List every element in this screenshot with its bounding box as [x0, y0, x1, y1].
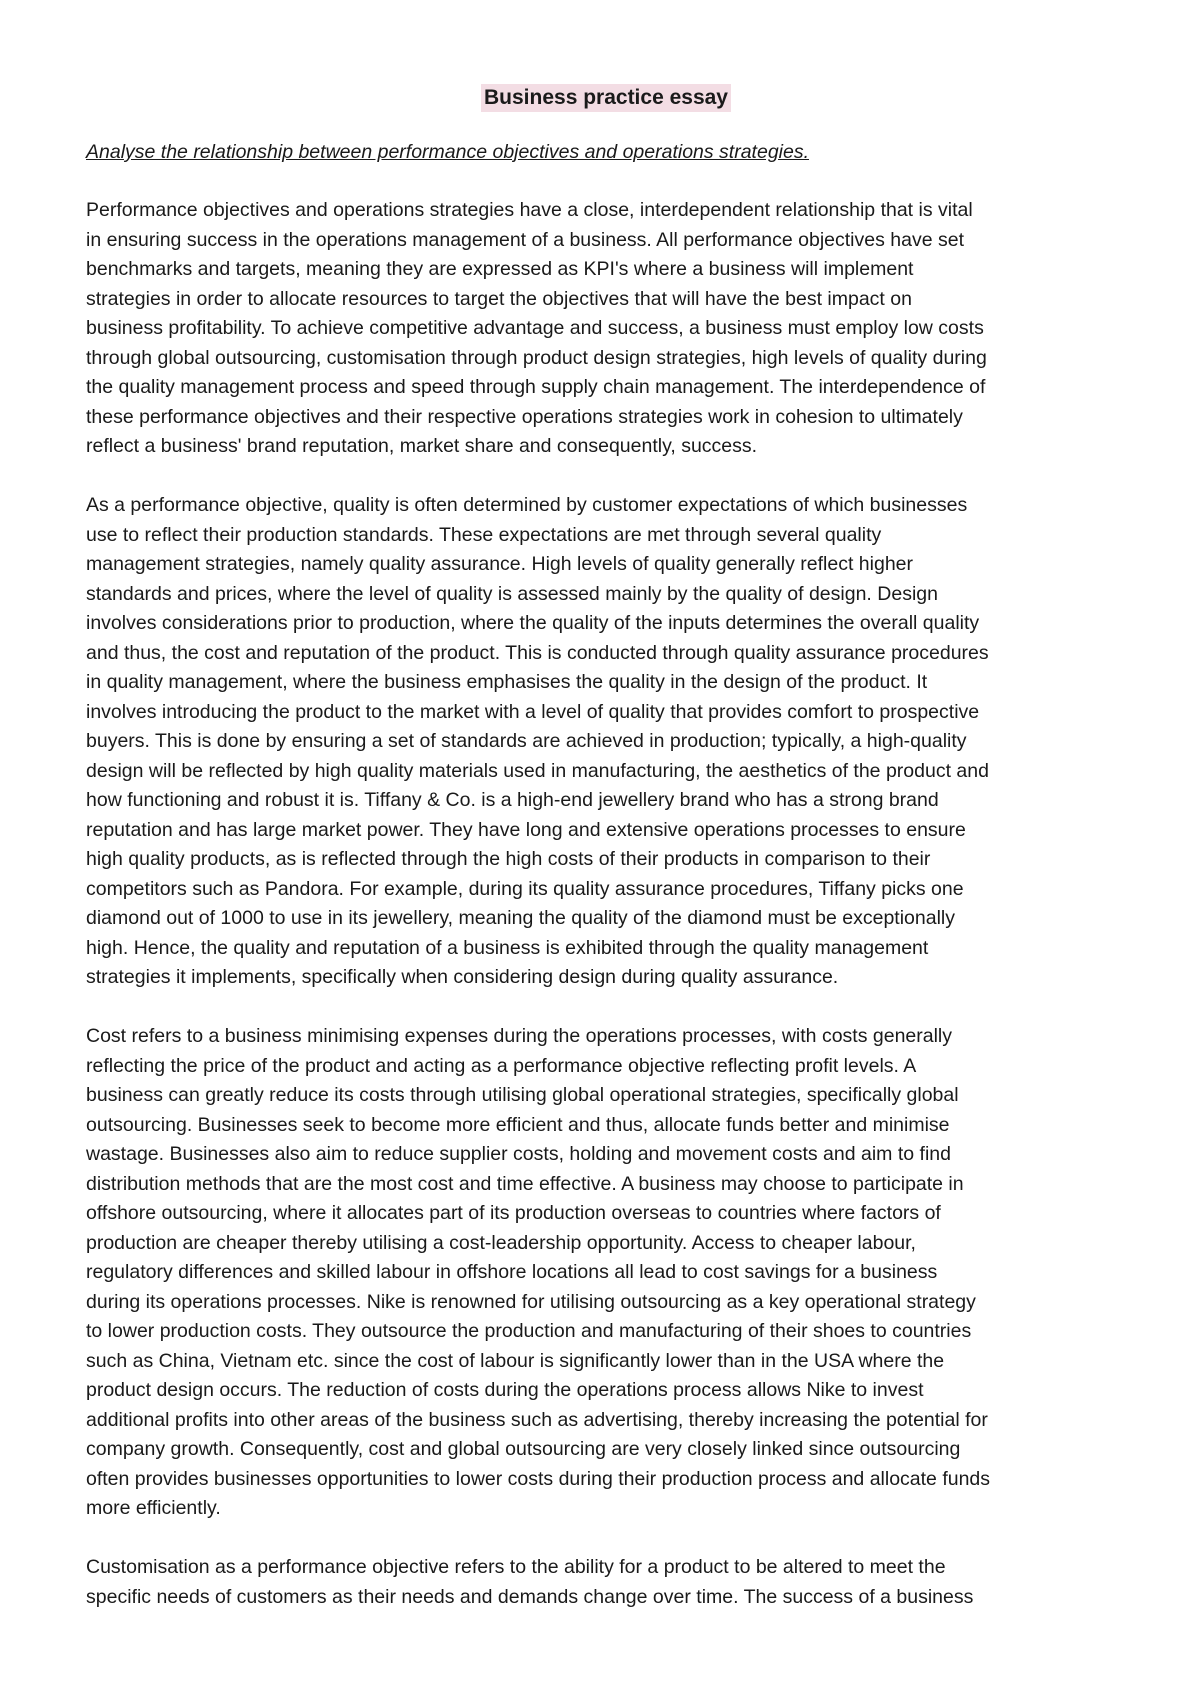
paragraph-line: specific needs of customers as their needs and demands change over time. The success of a business — [86, 1585, 974, 1608]
paragraph-line: such as China, Vietnam etc. since the cost of labour is significantly lower than in the USA where the — [86, 1349, 945, 1372]
paragraph-line: in ensuring success in the operations management of a business. All performance objectives have set — [86, 228, 964, 251]
essay-body — [86, 196, 1126, 1612]
paragraph-line: business profitability. To achieve competitive advantage and success, a business must employ low costs — [86, 317, 984, 339]
paragraph-line: and thus, the cost and reputation of the product. This is conducted through quality assurance procedures — [86, 641, 989, 664]
paragraph-line: these performance objectives and their respective operations strategies work in cohesion to ultimately — [86, 405, 963, 428]
paragraph-line: production are cheaper thereby utilising a cost-leadership opportunity. Access to cheaper labour, — [86, 1231, 916, 1254]
paragraph-line: Customisation as a performance objective refers to the ability for a product to be altered to meet the — [86, 1556, 946, 1578]
paragraph-line: strategies in order to allocate resources to target the objectives that will have the best impact on — [86, 287, 912, 310]
paragraph-line: to lower production costs. They outsource the production and manufacturing of their shoes to countries — [86, 1320, 972, 1342]
paragraph-line: As a performance objective, quality is often determined by customer expectations of which businesses — [86, 494, 968, 516]
paragraph-line: reflect a business' brand reputation, market share and consequently, success. — [86, 435, 758, 457]
paragraph — [86, 1022, 1126, 1524]
paragraph — [86, 1553, 1126, 1612]
paragraph-line: involves introducing the product to the market with a level of quality that provides comfort to prospective — [86, 700, 980, 723]
paragraph-line: reputation and has large market power. They have long and extensive operations processes to ensure — [86, 818, 966, 841]
paragraph-line: use to reflect their production standards. These expectations are met through several quality — [86, 523, 882, 546]
paragraph-line: offshore outsourcing, where it allocates part of its production overseas to countries where factors of — [86, 1202, 941, 1224]
paragraph-line: design will be reflected by high quality materials used in manufacturing, the aesthetics of the product and — [86, 759, 989, 782]
paragraph-line: reflecting the price of the product and acting as a performance objective reflecting profit levels. A — [86, 1054, 917, 1077]
paragraph-line: buyers. This is done by ensuring a set of standards are achieved in production; typically, a high-quality — [86, 730, 967, 752]
paragraph-line: high. Hence, the quality and reputation of a business is exhibited through the quality management — [86, 936, 929, 959]
paragraph-line: benchmarks and targets, meaning they are expressed as KPI's where a business will implement — [86, 258, 914, 280]
paragraph-line: high quality products, as is reflected through the high costs of their products in comparison to their — [86, 848, 931, 870]
paragraph-line: through global outsourcing, customisation through product design strategies, high levels of quality during — [86, 346, 987, 369]
essay-page — [86, 84, 1126, 1642]
paragraph-line: more efficiently. — [86, 1497, 221, 1519]
paragraph-line: how functioning and robust it is. Tiffany & Co. is a high-end jewellery brand who has a strong brand — [86, 789, 939, 811]
paragraph-line: diamond out of 1000 to use in its jewellery, meaning the quality of the diamond must be exceptionally — [86, 907, 955, 929]
paragraph-line: distribution methods that are the most cost and time effective. A business may choose to participate in — [86, 1172, 964, 1195]
paragraph — [86, 196, 1126, 462]
paragraph-line: often provides businesses opportunities to lower costs during their production process and allocate funds — [86, 1467, 991, 1490]
paragraph-line: business can greatly reduce its costs through utilising global operational strategies, specifically global — [86, 1084, 959, 1106]
paragraph-line: wastage. Businesses also aim to reduce supplier costs, holding and movement costs and aim to find — [86, 1143, 951, 1165]
title-container — [86, 84, 1126, 112]
paragraph-line: standards and prices, where the level of quality is assessed mainly by the quality of design. Design — [86, 582, 938, 605]
paragraph-line: competitors such as Pandora. For example, during its quality assurance procedures, Tiffany picks one — [86, 877, 964, 900]
paragraph-line: regulatory differences and skilled labour in offshore locations all lead to cost savings for a business — [86, 1261, 938, 1283]
paragraph-line: outsourcing. Businesses seek to become more efficient and thus, allocate funds better and minimise — [86, 1113, 950, 1136]
paragraph-line: the quality management process and speed through supply chain management. The interdependence of — [86, 376, 986, 398]
essay-title: Business practice essay — [481, 84, 731, 112]
paragraph-line: Cost refers to a business minimising expenses during the operations processes, with costs generally — [86, 1025, 953, 1047]
paragraph-line: involves considerations prior to production, where the quality of the inputs determines the overall quality — [86, 612, 980, 634]
paragraph-line: additional profits into other areas of the business such as advertising, thereby increasing the potential for — [86, 1408, 988, 1431]
paragraph-line: product design occurs. The reduction of costs during the operations process allows Nike to invest — [86, 1379, 924, 1401]
essay-question: Analyse the relationship between performance objectives and operations strategies. — [86, 141, 810, 163]
paragraph-line: in quality management, where the business emphasises the quality in the design of the product. It — [86, 671, 928, 693]
paragraph-line: management strategies, namely quality assurance. High levels of quality generally reflect higher — [86, 553, 914, 575]
paragraph — [86, 491, 1126, 993]
paragraph-line: company growth. Consequently, cost and global outsourcing are very closely linked since outsourcing — [86, 1438, 961, 1460]
paragraph-line: strategies it implements, specifically when considering design during quality assurance. — [86, 966, 839, 988]
paragraph-line: during its operations processes. Nike is renowned for utilising outsourcing as a key operational strategy — [86, 1290, 976, 1313]
paragraph-line: Performance objectives and operations strategies have a close, interdependent relationship that is vital — [86, 199, 973, 221]
